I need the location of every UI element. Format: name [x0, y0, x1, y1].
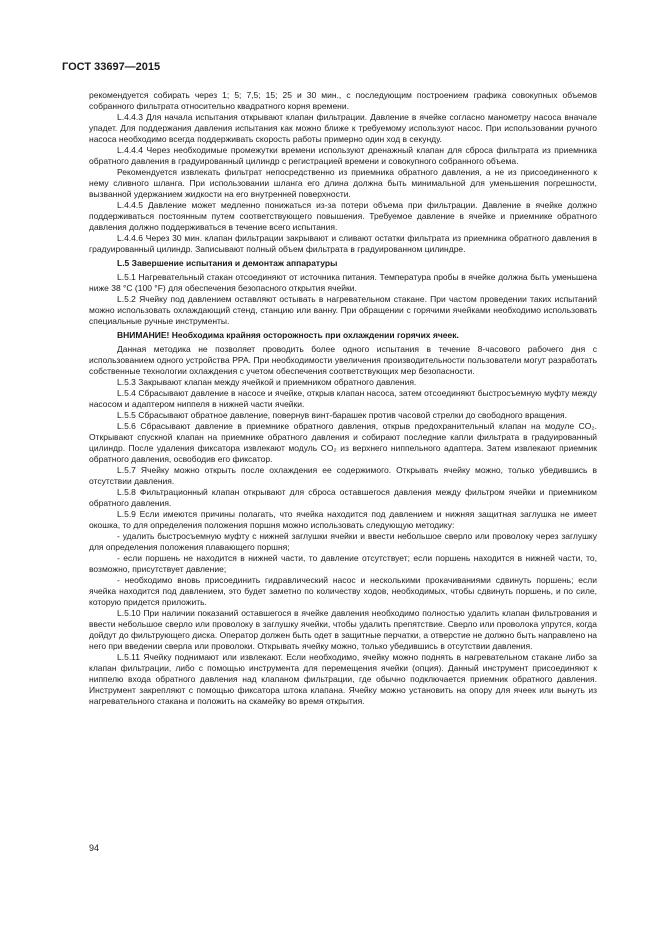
page-body: [89, 90, 597, 707]
paragraph: L.5.3 Закрывают клапан между ячейкой и приемником обратного давления.: [117, 377, 417, 387]
warning-note: ВНИМАНИЕ! Необходима крайняя осторожность при охлаждении горячих ячеек.: [117, 330, 459, 340]
list-item: - необходимо вновь присоединить гидравлический насос и несколькими прокачиваниями сдвинуть поршень; если ячейка находится под давлением, это будет заметно по количеству ходов, необходимых, чтобы сдвинуть поршень, и по силе, которую придется приложить.: [89, 575, 597, 607]
paragraph: L.5.9 Если имеются причины полагать, что ячейка находится под давлением и нижняя защитная заглушка не имеет окошка, то для определения положения поршня можно использовать следующую методику:: [89, 509, 597, 530]
paragraph: L.4.4.4 Через необходимые промежутки времени используют дренажный клапан для сброса фильтрата из приемника обратного давления в градуированный цилиндр с регистрацией времени и совокупного собранного объема.: [89, 145, 597, 166]
paragraph: L.5.6 Сбрасывают давление в приемнике обратного давления, открыв предохранительный клапан на модуле CO₂. Открывают спускной клапан на приемнике обратного давления и собирают последние капли фильтрата в градуированный цилиндр. После удаления фиксатора извлекают модуль CO₂ из верхнего ниппельного адаптера. Затем извлекают приемник обратного давления, освободив его фиксатор.: [89, 421, 597, 464]
paragraph: L.4.4.6 Через 30 мин. клапан фильтрации закрывают и сливают остатки фильтрата из приемника обратного давления в градуированный цилиндр. Записывают полный объем фильтрата в градуированном цилиндре.: [89, 233, 597, 254]
page-number: 94: [89, 843, 100, 853]
paragraph: L.5.10 При наличии показаний оставшегося в ячейке давления необходимо полностью удалить клапан фильтрования и ввести небольшое сверло или проволоку в заглушку ячейки, чтобы удалить препятствие. Сверло или проволока упрутся, когда дойдут до фильтрующего диска. Оператор должен быть одет в защитные перчатки, а отверстие не должно быть направлено на него при введении сверла или проволоки. Открывать ячейку можно, только убедившись в отсутствии давления.: [89, 608, 597, 651]
paragraph: L.5.2 Ячейку под давлением оставляют остывать в нагревательном стакане. При частом проведении таких испытаний можно использовать охлаждающий стенд, станцию или ванну. При обращении с горячими ячейками необходимо использовать специальные ручные инструменты.: [89, 294, 597, 326]
paragraph: L.5.5 Сбрасывают обратное давление, повернув винт-барашек против часовой стрелки до свободного вращения.: [117, 410, 567, 420]
paragraph: L.5.11 Ячейку поднимают или извлекают. Если необходимо, ячейку можно поднять в нагревательном стакане либо за клапан фильтрации, либо с помощью инструмента для перемещения ячейки (опция). Данный инструмент присоединяют к ниппелю входа обратного давления над клапаном фильтрации, где обычно подключается приемник обратного давления. Инструмент закрепляют с помощью фиксатора штока клапана. Ячейку можно установить на опору для ячеек или вынуть из нагревательного стакана и положить на скамейку во время открытия.: [89, 652, 597, 706]
paragraph: рекомендуется собирать через 1; 5; 7,5; 15; 25 и 30 мин., с последующим построением графика совокупных объемов собранного фильтрата относительно квадратного корня времени.: [89, 90, 597, 111]
list-item: - если поршень не находится в нижней части, то давление отсутствует; если поршень находится в нижней части, то, возможно, присутствует давление;: [89, 553, 597, 574]
paragraph: L.5.7 Ячейку можно открыть после охлаждения ее содержимого. Открывать ячейку можно, только убедившись в отсутствии давления.: [89, 465, 597, 486]
paragraph: Данная методика не позволяет проводить более одного испытания в течение 8-часового рабочего дня с использованием одного устройства PPA. При необходимости увеличения производительности пользователи могут разработать собственные технологии охлаждения с учетом обеспечения соответствующих мер безопасности.: [89, 344, 597, 376]
paragraph: L.4.4.5 Давление может медленно понижаться из-за потери объема при фильтрации. Давление в ячейке должно поддерживаться постоянным путем соответствующего повышения. Требуемое давление в ячейке и приемнике обратного давления должно поддерживаться в течение всего испытания.: [89, 200, 597, 232]
list-item: - удалить быстросъемную муфту с нижней заглушки ячейки и ввести небольшое сверло или проволоку через заглушку для определения положения плавающего поршня;: [89, 531, 597, 552]
paragraph: L.4.4.3 Для начала испытания открывают клапан фильтрации. Давление в ячейке согласно манометру насоса вначале упадет. Для поддержания давления испытания как можно ближе к требуемому используют насос. При использовании ручного насоса необходимо всегда поддерживать скорость работы примерно один ход в секунду.: [89, 112, 597, 144]
paragraph: L.5.8 Фильтрационный клапан открывают для сброса оставшегося давления между фильтром ячейки и приемником обратного давления.: [89, 487, 597, 508]
paragraph: L.5.4 Сбрасывают давление в насосе и ячейке, открыв клапан насоса, затем отсоединяют быстросъемную муфту между насосом и адаптером ниппеля в нижней части ячейки.: [89, 388, 597, 409]
document-header: ГОСТ 33697—2015: [62, 61, 161, 73]
section-heading: L.5 Завершение испытания и демонтаж аппаратуры: [117, 258, 338, 268]
paragraph: L.5.1 Нагревательный стакан отсоединяют от источника питания. Температура пробы в ячейке должна быть уменьшена ниже 38 °С (100 °F) для обеспечения безопасного открытия ячейки.: [89, 272, 597, 293]
paragraph: Рекомендуется извлекать фильтрат непосредственно из приемника обратного давления, а не из присоединенного к нему сливного шланга. При использовании шланга его длина должна быть минимальной для уменьшения погрешности, вызванной удержанием жидкости на его внутренней поверхности.: [89, 167, 597, 199]
